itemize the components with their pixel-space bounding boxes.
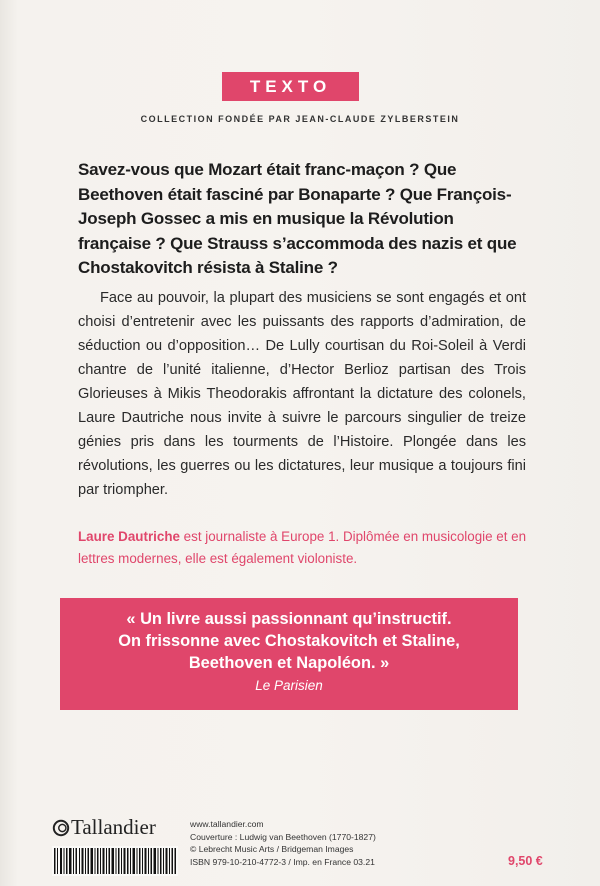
price: 9,50 € bbox=[508, 854, 543, 868]
cover-caption: Couverture : Ludwig van Beethoven (1770-1827) bbox=[190, 831, 376, 842]
texto-badge: TEXTO bbox=[222, 72, 359, 101]
cover-credits bbox=[190, 818, 450, 868]
image-copyright: © Lebrecht Music Arts / Bridgeman Images bbox=[190, 844, 354, 854]
publisher-logo bbox=[52, 815, 156, 840]
publisher-logo-icon bbox=[52, 819, 70, 837]
isbn-line: ISBN 979-10-210-4772-3 / Imp. en France 03.21 bbox=[190, 856, 375, 867]
quote-source: Le Parisien bbox=[255, 678, 323, 693]
quote-line-1: « Un livre aussi passionnant qu’instructif. bbox=[126, 610, 452, 628]
publisher-website: www.tallandier.com bbox=[190, 819, 264, 829]
author-name: Laure Dautriche bbox=[78, 529, 180, 544]
publisher-name: Tallandier bbox=[71, 815, 156, 839]
author-bio-text: est journaliste à Europe 1. Diplômée en musicologie et en lettres modernes, elle est également violoniste. bbox=[78, 529, 527, 566]
barcode bbox=[52, 846, 178, 876]
quote-line-3: Beethoven et Napoléon. » bbox=[188, 654, 390, 672]
press-quote-box bbox=[60, 598, 518, 710]
quote-line-2: On frissonne avec Chostakovitch et Staline, bbox=[118, 632, 460, 650]
intro-questions: Savez-vous que Mozart était franc-maçon ? Que Beethoven était fasciné par Bonaparte ? Que François-Joseph Gossec a mis en musique la Révolution française ? Que Strauss s’accommoda des nazis et que Chostakovitch résista à Staline ? bbox=[78, 160, 517, 277]
collection-credit: COLLECTION FONDÉE PAR JEAN-CLAUDE ZYLBERSTEIN bbox=[140, 114, 460, 124]
description-paragraph: Face au pouvoir, la plupart des musiciens se sont engagés et ont choisi d’entretenir avec les puissants des rapports d’admiration, de séduction ou d’opposition… De Lully courtisan du Roi-Soleil à Verdi chantre de l’unité italienne, d’Hector Berlioz partisan des Trois Glorieuses à Mikis Theodorakis affrontant la dictature des colonels, Laure Dautriche nous invite à suivre le parcours singulier de treize génies pris dans les tourments de l’Histoire. Plongée dans les révolutions, les guerres ou les dictatures, leur musique a toujours fini par triompher. bbox=[78, 290, 526, 498]
press-quote bbox=[60, 608, 518, 674]
author-bio bbox=[78, 526, 528, 570]
